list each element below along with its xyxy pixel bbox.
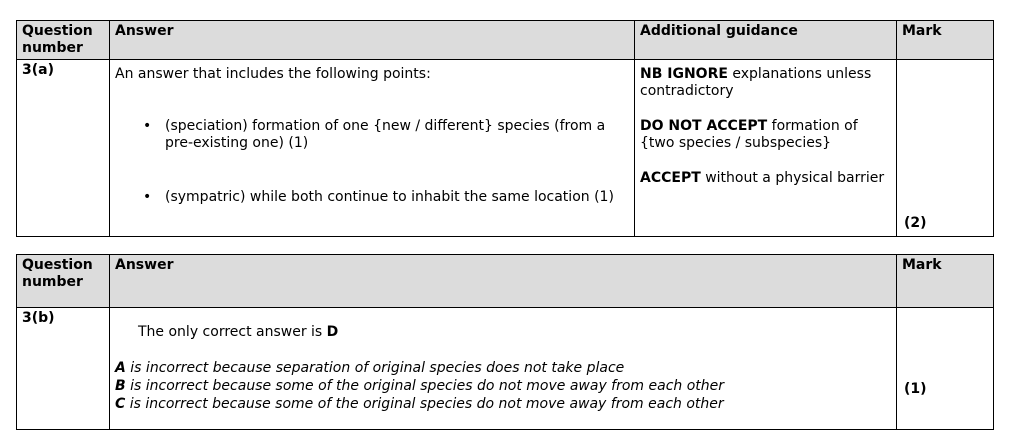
question-number-header: Question number <box>17 255 110 308</box>
answer-header: Answer <box>110 255 897 308</box>
distractor-line <box>115 395 892 413</box>
distractor-explanations <box>115 359 892 413</box>
distractor-letter: B <box>115 378 126 394</box>
mark-value: (2) <box>904 215 927 231</box>
guidance-note-text: explanations unless contradictory <box>640 66 872 99</box>
question-number-header: Question number <box>17 21 110 60</box>
answer-row-3a <box>17 60 994 237</box>
answer-cell <box>110 308 897 430</box>
correct-answer-line <box>115 324 892 341</box>
answer-point <box>115 189 630 206</box>
distractor-text: is incorrect because some of the original species do not move away from each other <box>125 396 724 412</box>
distractor-letter: C <box>115 396 126 412</box>
question-number: 3(a) <box>17 60 110 237</box>
mark-header: Mark <box>897 255 994 308</box>
answer-point <box>115 118 630 152</box>
guidance-cell <box>635 60 897 237</box>
mark-scheme-table-3a <box>16 20 994 237</box>
correct-answer-letter: D <box>326 324 339 340</box>
guidance-note-text: formation of {two species / subspecies} <box>640 118 858 151</box>
bullet-icon: • <box>143 118 152 134</box>
guidance-note-text: without a physical barrier <box>700 170 885 186</box>
correct-answer-prefix: The only correct answer is <box>138 324 327 340</box>
answer-header: Answer <box>110 21 635 60</box>
guidance-note-bold: NB IGNORE <box>640 66 728 82</box>
header-row <box>17 21 994 60</box>
guidance-note <box>640 118 892 152</box>
answer-cell <box>110 60 635 237</box>
answer-points <box>115 118 630 206</box>
distractor-letter: A <box>115 360 126 376</box>
guidance-note <box>640 66 892 100</box>
guidance-note <box>640 170 892 187</box>
distractor-text: is incorrect because separation of original species does not take place <box>125 360 625 376</box>
mark-cell <box>897 60 994 237</box>
bullet-icon: • <box>143 189 152 205</box>
question-number: 3(b) <box>17 308 110 430</box>
guidance-note-bold: ACCEPT <box>640 170 701 186</box>
mark-scheme-table-3b <box>16 254 994 430</box>
mark-value: (1) <box>904 381 927 397</box>
header-row <box>17 255 994 308</box>
mark-cell <box>897 308 994 430</box>
answer-point-text: (sympatric) while both continue to inhabit the same location (1) <box>165 189 614 205</box>
distractor-text: is incorrect because some of the original species do not move away from each other <box>125 378 725 394</box>
answer-point-text: (speciation) formation of one {new / different} species (from a pre-existing one) (1) <box>165 118 606 151</box>
guidance-header: Additional guidance <box>635 21 897 60</box>
distractor-line <box>115 377 892 395</box>
guidance-note-bold: DO NOT ACCEPT <box>640 118 768 134</box>
answer-intro: An answer that includes the following points: <box>115 66 431 82</box>
answer-row-3b <box>17 308 994 430</box>
mark-header: Mark <box>897 21 994 60</box>
distractor-line <box>115 359 892 377</box>
